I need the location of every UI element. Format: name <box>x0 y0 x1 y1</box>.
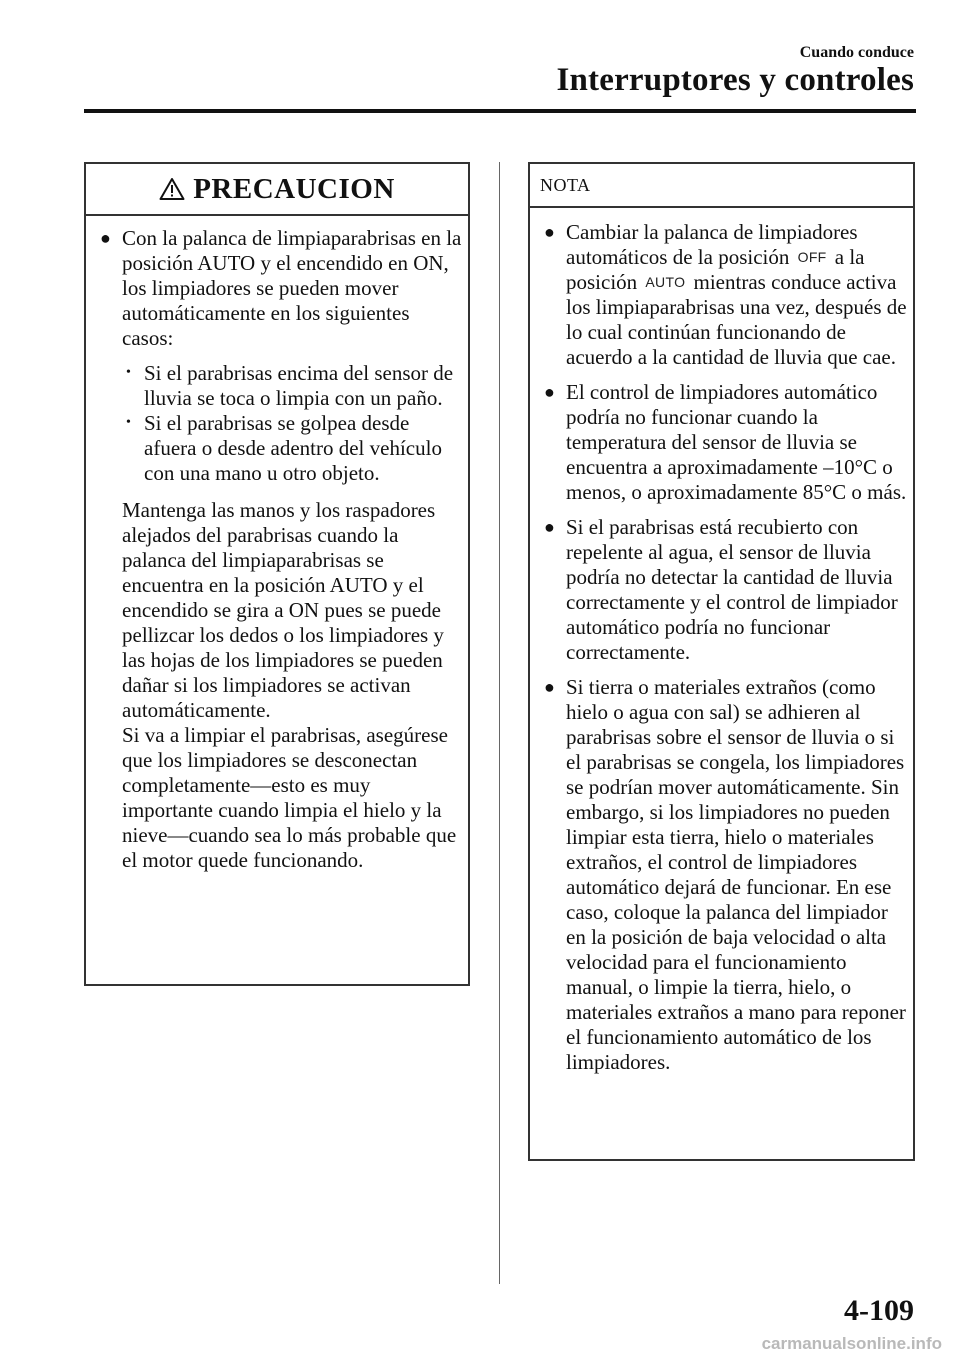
nota-item-text: Si el parabrisas está recubierto con repelente al agua, el sensor de lluvia podría no detectar la cantidad de lluvia correctamente y el control de limpiador automático podría no funcionar correctamente. <box>566 515 898 664</box>
sub-bullet-icon: • <box>126 365 131 380</box>
header-rule <box>84 109 916 113</box>
nota-item-text: El control de limpiadores automático podría no funcionar cuando la temperatura del sensor de lluvia se encuentra a aproximadamente –10°C o menos, o aproximadamente 85°C o más. <box>566 380 907 504</box>
caution-bullet <box>98 226 462 351</box>
auto-position-icon: AUTO <box>645 274 686 290</box>
caution-paragraph: Si va a limpiar el parabrisas, asegúrese que los limpiadores se desconectan completamente―esto es muy importante cuando limpia el hielo y la nieve―cuando sea lo más probable que el motor quede funcionando. <box>122 723 457 872</box>
bullet-icon: ● <box>544 517 555 537</box>
caution-sub-item <box>98 411 462 486</box>
caution-paragraph: Mantenga las manos y los raspadores alejados del parabrisas cuando la palanca del limpiaparabrisas se encuentra en la posición AUTO y el encendido se gira a ON pues se puede pellizcar los dedos o los limpiadores y las hojas de los limpiadores se pueden dañar si los limpiadores se activan automáticamente. <box>122 498 444 722</box>
nota-header <box>530 164 913 208</box>
caution-sub-item-text: Si el parabrisas se golpea desde afuera o desde adentro del vehículo con una mano u otro objeto. <box>144 411 442 485</box>
nota-item-text: Si tierra o materiales extraños (como hielo o agua con sal) se adhieren al parabrisas sobre el sensor de lluvia o si el parabrisas se congela, los limpiadores se podrían mover automáticamente. Sin embargo, si los limpiadores no pueden limpiar esta tierra, hielo o materiales extraños, el control de limpiadores automático dejará de funcionar. En ese caso, coloque la palanca del limpiador en la posición de baja velocidad o alta velocidad para el funcionamiento manual, o limpie la tierra, hielo, o materiales extraños a mano para reponer el funcionamiento automático de los limpiadores. <box>566 675 906 1074</box>
off-position-icon: OFF <box>797 249 827 265</box>
caution-box <box>84 162 470 986</box>
caution-header <box>86 164 468 216</box>
caution-body <box>86 216 468 873</box>
nota-box <box>528 162 915 1161</box>
page-title: Interruptores y controles <box>556 62 914 98</box>
header-section-label: Cuando conduce <box>799 44 914 61</box>
bullet-icon: ● <box>100 228 111 248</box>
caution-sub-item <box>98 361 462 411</box>
nota-item <box>542 380 907 505</box>
watermark: carmanualsonline.info <box>761 1334 942 1353</box>
caution-title: PRECAUCION <box>193 172 395 205</box>
bullet-icon: ● <box>544 382 555 402</box>
column-divider <box>499 162 500 1284</box>
sub-bullet-icon: • <box>126 415 131 430</box>
warning-triangle-icon <box>159 177 185 201</box>
nota-body <box>530 208 913 1075</box>
nota-title: NOTA <box>540 174 591 195</box>
nota-item-text: mientras conduce activa los limpiaparabrisas una vez, después de lo cual continúan funcionando de acuerdo a la cantidad de lluvia que cae. <box>566 270 907 369</box>
nota-item <box>542 220 907 370</box>
caution-sub-item-text: Si el parabrisas encima del sensor de lluvia se toca o limpia con un paño. <box>144 361 454 410</box>
nota-item-text: a la posición <box>566 245 865 294</box>
nota-item <box>542 515 907 665</box>
caution-bullet-text: Con la palanca de limpiaparabrisas en la posición AUTO y el encendido en ON, los limpiadores se pueden mover automáticamente en los siguientes casos: <box>122 226 462 350</box>
nota-item-text: Cambiar la palanca de limpiadores automáticos de la posición <box>566 220 858 269</box>
page-number: 4-109 <box>844 1294 914 1327</box>
bullet-icon: ● <box>544 677 555 697</box>
bullet-icon: ● <box>544 222 555 242</box>
nota-item <box>542 675 907 1075</box>
